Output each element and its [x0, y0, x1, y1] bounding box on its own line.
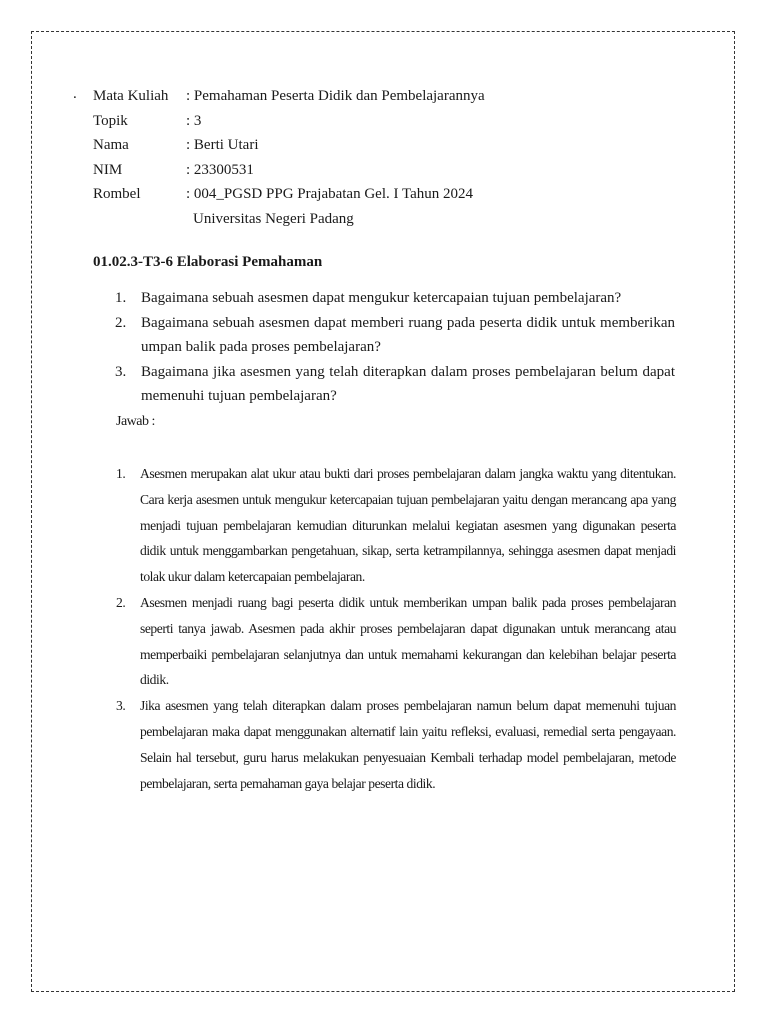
answer-item: [116, 461, 676, 590]
info-label: Mata Kuliah: [93, 88, 169, 104]
answer-item: [116, 590, 676, 693]
student-info: [93, 84, 485, 231]
question-number: 3.: [115, 363, 127, 380]
answer-text: Asesmen menjadi ruang bagi peserta didik untuk memberikan umpan balik pada proses pembelajaran seperti tanya jawab. Asesmen pada akhir proses pembelajaran dapat digunakan untuk merancang atau memperbaiki pembelajaran selanjutnya dan untuk memahami kekurangan dan kelebihan belajar peserta didik.: [140, 594, 676, 688]
stray-dot: .: [73, 86, 77, 102]
question-number: 2.: [115, 314, 127, 331]
question-item: [115, 286, 675, 311]
info-value: : 23300531: [186, 161, 254, 178]
question-text: Bagaimana jika asesmen yang telah diterapkan dalam proses pembelajaran belum dapat memenuhi tujuan pembelajaran?: [141, 363, 675, 404]
question-item: [115, 311, 675, 360]
info-value: : Berti Utari: [186, 137, 259, 153]
answer-number: 2.: [116, 594, 126, 610]
info-label: Topik: [93, 112, 128, 129]
question-text: Bagaimana sebuah asesmen dapat mengukur ketercapaian tujuan pembelajaran?: [141, 290, 622, 306]
info-value: : 004_PGSD PPG Prajabatan Gel. I Tahun 2024: [186, 186, 473, 202]
info-value: : Pemahaman Peserta Didik dan Pembelajarannya: [186, 88, 485, 104]
info-row-mata-kuliah: [93, 84, 485, 109]
answer-list: [116, 461, 676, 796]
info-label: NIM: [93, 161, 123, 178]
jawab-label: Jawab :: [116, 414, 155, 429]
info-row-nama: [93, 133, 485, 158]
question-text: Bagaimana sebuah asesmen dapat memberi ruang pada peserta didik untuk memberikan umpan balik pada proses pembelajaran?: [141, 314, 675, 355]
info-label: Nama: [93, 137, 129, 153]
answer-number: 1.: [116, 466, 126, 481]
info-value: : 3: [186, 112, 202, 129]
info-row-topik: [93, 109, 485, 134]
university-name: Universitas Negeri Padang: [193, 210, 354, 227]
answer-text: Jika asesmen yang telah diterapkan dalam proses pembelajaran namun belum dapat memenuhi tujuan pembelajaran maka dapat menggunakan alternatif lain yaitu refleksi, evaluasi, remedial serta pengayaan. Selain hal tersebut, guru harus melakukan penyesuaian Kembali terhadap model pembelajaran, metode pembelajaran, serta pemahaman gaya belajar peserta didik.: [140, 698, 676, 791]
answer-number: 3.: [116, 698, 126, 714]
question-list: [115, 286, 675, 409]
answer-item: [116, 693, 676, 796]
question-number: 1.: [115, 290, 127, 306]
section-heading: 01.02.3-T3-6 Elaborasi Pemahaman: [93, 254, 323, 270]
answer-text: Asesmen merupakan alat ukur atau bukti dari proses pembelajaran dalam jangka waktu yang ditentukan. Cara kerja asesmen untuk mengukur ketercapaian tujuan pembelajaran yaitu dengan merancang apa yang menjadi tujuan pembelajaran kemudian diturunkan melalui kegiatan asesmen yang digunakan peserta didik untuk menggambarkan pengetahuan, sikap, serta ketrampilannya, sehingga asesmen dapat menjadi tolak ukur dalam ketercapaian pembelajaran.: [140, 466, 676, 585]
question-item: [115, 360, 675, 409]
info-row-rombel: [93, 182, 485, 207]
info-row-nim: [93, 158, 485, 183]
info-label: Rombel: [93, 186, 141, 202]
